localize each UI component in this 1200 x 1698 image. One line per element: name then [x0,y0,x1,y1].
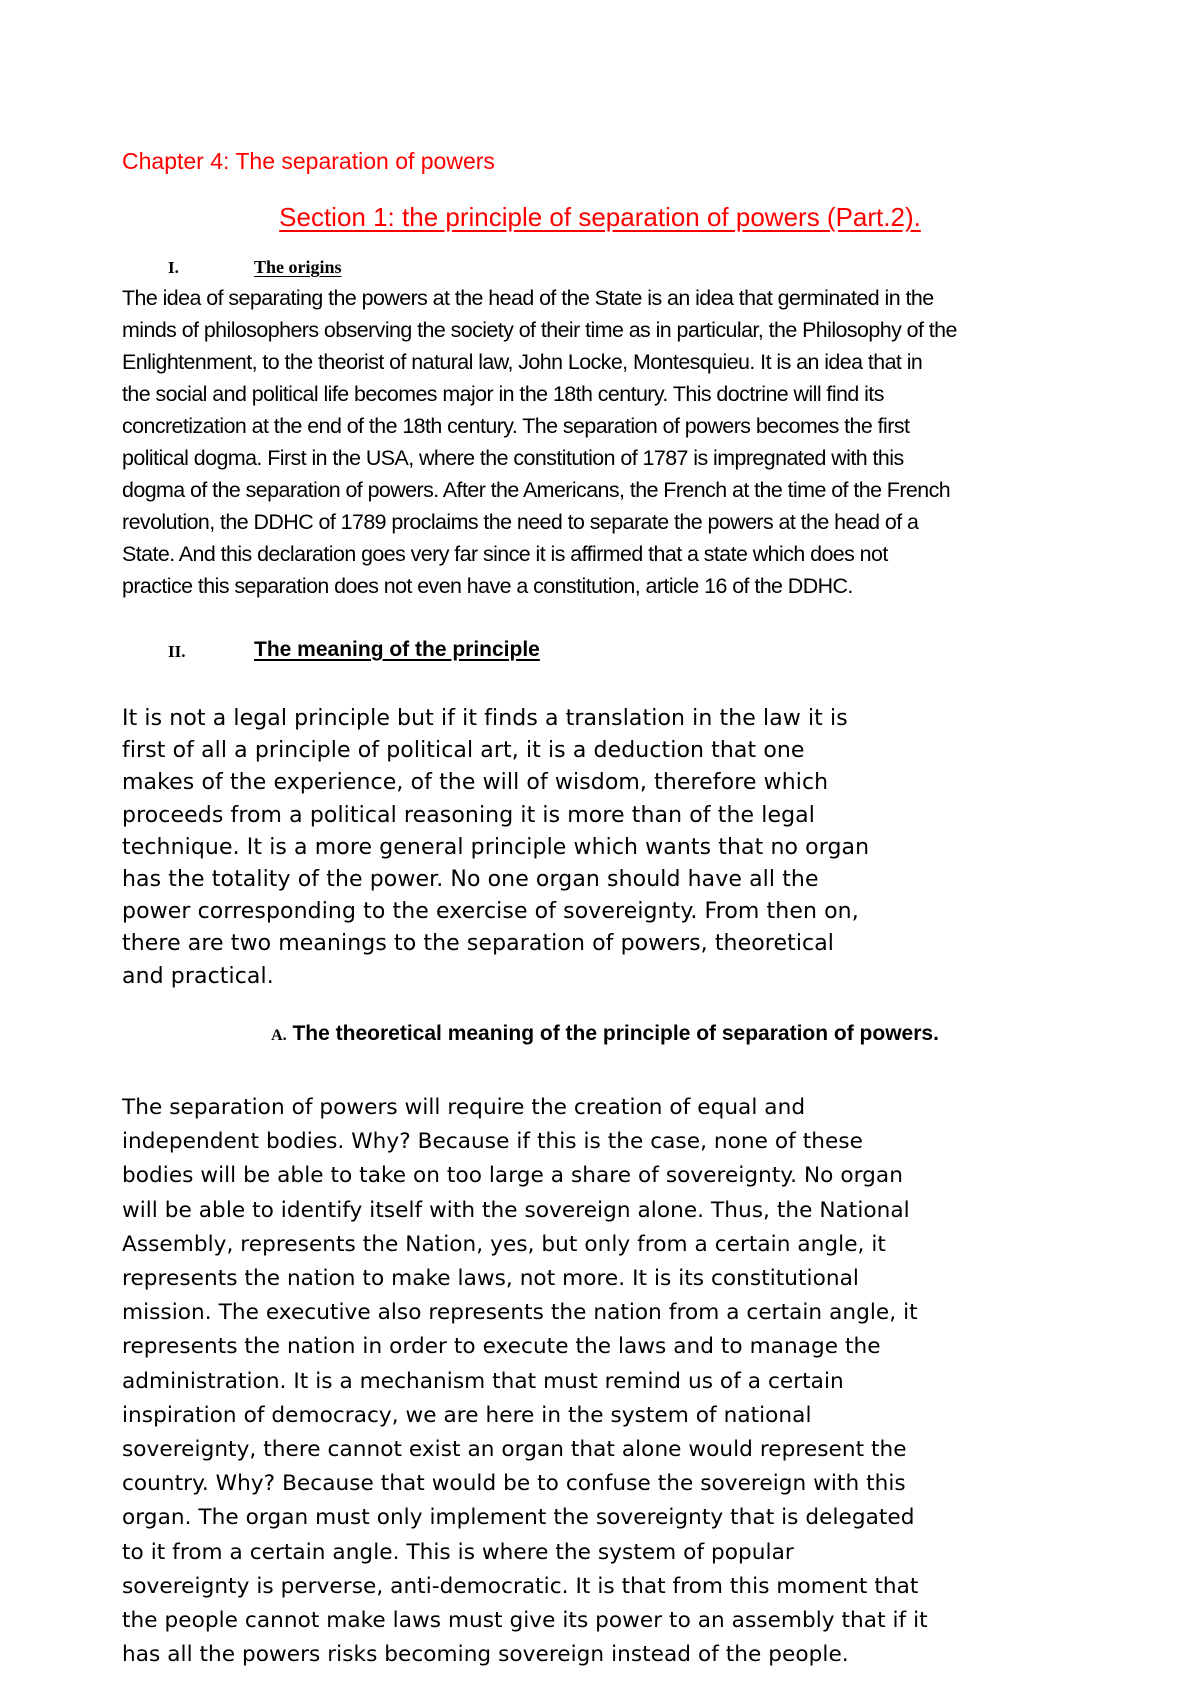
text-line: country. Why? Because that would be to confuse the sovereign with this [122,1471,906,1497]
text-line: inspiration of democracy, we are here in the system of national [122,1402,812,1428]
text-line: The separation of powers will require the creation of equal and [122,1095,806,1120]
heading-letter: A. [271,1027,287,1044]
text-line: minds of philosophers observing the society of their time as in particular, the Philosophy of the [122,318,957,342]
text-line: has the totality of the power. No one organ should have all the [122,867,819,893]
text-line: the people cannot make laws must give its power to an assembly that if it [122,1608,928,1634]
heading-numeral: II. [168,642,186,661]
text-line: sovereignty is perverse, anti-democratic. It is that from this moment that [122,1573,919,1599]
text-line: makes of the experience, of the will of wisdom, therefore which [122,770,829,796]
text-line: first of all a principle of political art, it is a deduction that one [122,738,805,764]
section-title: Section 1: the principle of separation of powers (Part.2). [279,202,921,232]
text-line: dogma of the separation of powers. After the Americans, the French at the time of the French [122,478,951,502]
text-line: bodies will be able to take on too large a share of sovereignty. No organ [122,1163,903,1189]
text-line: practice this separation does not even have a constitution, article 16 of the DDHC. [122,574,853,598]
text-line: the social and political life becomes major in the 18th century. This doctrine will find its [122,382,884,406]
text-line: will be able to identify itself with the sovereign alone. Thus, the National [122,1197,910,1223]
text-line: It is not a legal principle but if it finds a translation in the law it is [122,706,848,731]
text-line: has all the powers risks becoming sovereign instead of the people. [122,1642,849,1668]
heading-text: The theoretical meaning of the principle of separation of powers. [292,1022,939,1045]
text-line: organ. The organ must only implement the sovereignty that is delegated [122,1505,915,1531]
text-line: to it from a certain angle. This is where the system of popular [122,1539,794,1565]
text-line: mission. The executive also represents the nation from a certain angle, it [122,1300,918,1326]
text-line: State. And this declaration goes very far since it is affirmed that a state which does not [122,542,888,566]
heading-text: The meaning of the principle [254,638,540,661]
paragraph-meaning [122,703,869,993]
text-line: and practical. [122,963,274,989]
text-line: represents the nation in order to execute the laws and to manage the [122,1334,881,1360]
heading-theoretical-meaning [0,1022,1200,1046]
text-line: concretization at the end of the 18th century. The separation of powers becomes the first [122,414,910,438]
heading-text: The origins [254,257,342,277]
text-line: The idea of separating the powers at the head of the State is an idea that germinated in the [122,286,934,310]
text-line: proceeds from a political reasoning it is more than of the legal [122,802,815,828]
text-line: represents the nation to make laws, not more. It is its constitutional [122,1266,859,1292]
text-line: there are two meanings to the separation of powers, theoretical [122,931,835,957]
text-line: administration. It is a mechanism that must remind us of a certain [122,1368,844,1394]
text-line: Enlightenment, to the theorist of natural law, John Locke, Montesquieu. It is an idea that in [122,350,923,374]
text-line: revolution, the DDHC of 1789 proclaims the need to separate the powers at the head of a [122,510,919,534]
paragraph-origins [122,282,957,602]
text-line: political dogma. First in the USA, where the constitution of 1787 is impregnated with this [122,446,904,470]
text-line: sovereignty, there cannot exist an organ that alone would represent the [122,1437,907,1463]
paragraph-theoretical-meaning [122,1091,928,1672]
chapter-title: Chapter 4: The separation of powers [122,148,495,174]
text-line: power corresponding to the exercise of sovereignty. From then on, [122,899,859,925]
heading-numeral: I. [168,258,179,277]
text-line: technique. It is a more general principle which wants that no organ [122,834,870,860]
text-line: Assembly, represents the Nation, yes, but only from a certain angle, it [122,1231,886,1257]
text-line: independent bodies. Why? Because if this is the case, none of these [122,1129,863,1155]
